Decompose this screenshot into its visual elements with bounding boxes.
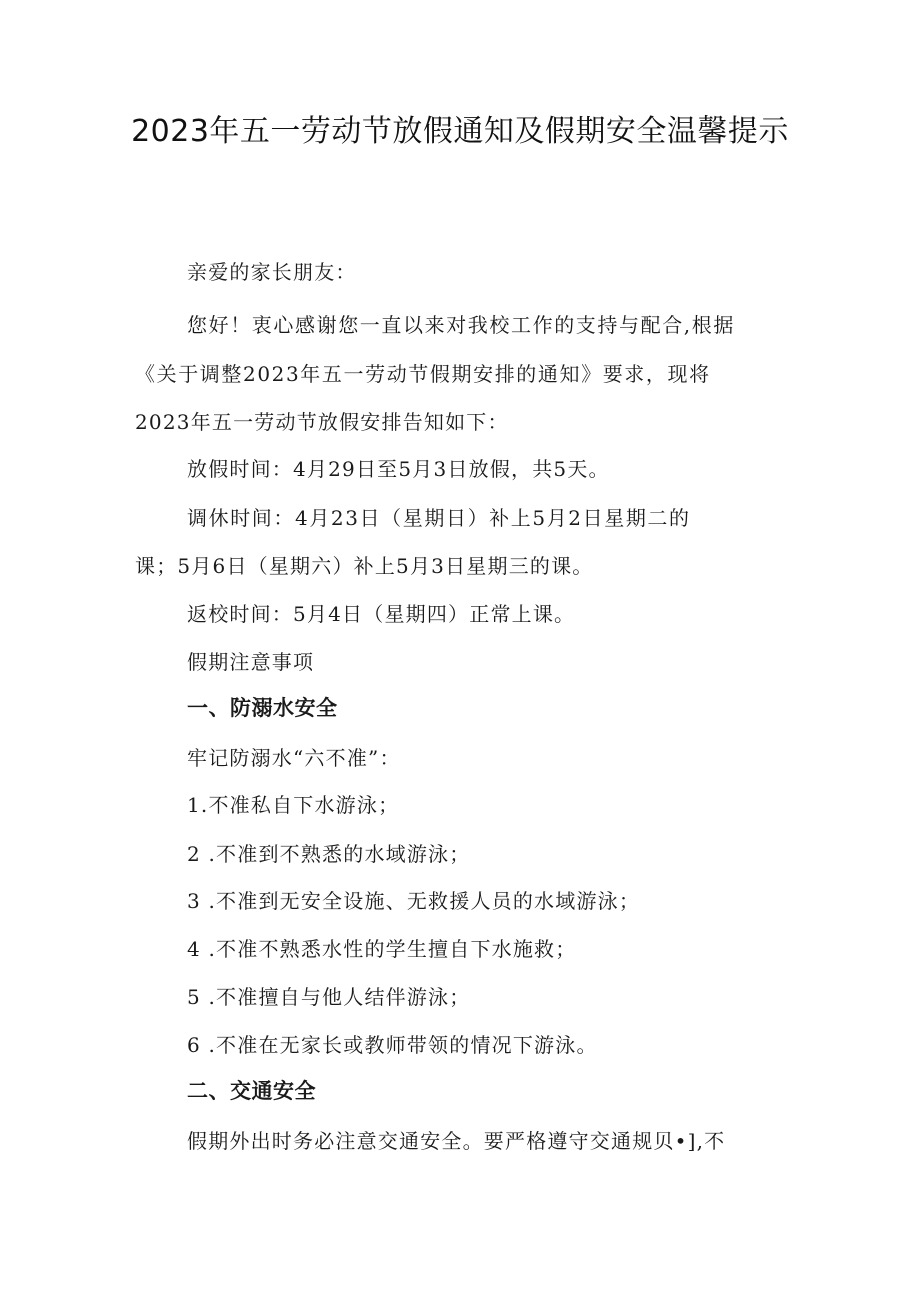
document-title: 2023年五一劳动节放假通知及假期安全温馨提示: [131, 114, 789, 149]
intro-line-1: 您好！衷心感谢您一直以来对我校工作的支持与配合,根据: [187, 313, 735, 337]
list-item: 1.不准私自下水游泳；: [187, 793, 400, 817]
section-2-text: 假期外出时务必注意交通安全。要严格遵守交通规贝•],不: [187, 1129, 726, 1153]
list-item: 3 .不准到无安全设施、无救援人员的水域游泳；: [187, 889, 641, 913]
return-time: 返校时间：5月4日（星期四）正常上课。: [187, 602, 576, 626]
holiday-time: 放假时间：4月29日至5月3日放假，共5天。: [187, 457, 610, 481]
intro-line-3: 2023年五一劳动节放假安排告知如下：: [135, 410, 509, 434]
section-1-heading: 一、防溺水安全: [187, 696, 338, 720]
list-item: 6 .不准在无家长或教师带领的情况下游泳。: [187, 1033, 598, 1057]
list-item: 4 .不准不熟悉水性的学生擅自下水施救；: [187, 937, 577, 961]
greeting: 亲爱的家长朋友：: [187, 260, 357, 284]
makeup-line-1: 调休时间：4月23日（星期日）补上5月2日星期二的: [187, 506, 691, 530]
list-item: 5 .不准擅自与他人结伴游泳；: [187, 985, 471, 1009]
notes-heading: 假期注意事项: [187, 650, 315, 674]
section-2-heading: 二、交通安全: [187, 1079, 316, 1103]
section-1-lead: 牢记防溺水“六不准”：: [187, 746, 401, 770]
intro-line-2: 《关于调整2023年五一劳动节假期安排的通知》要求，现将: [135, 362, 711, 386]
list-item: 2 .不准到不熟悉的水域游泳；: [187, 842, 471, 866]
makeup-line-2: 课；5月6日（星期六）补上5月3日星期三的课。: [135, 554, 594, 578]
